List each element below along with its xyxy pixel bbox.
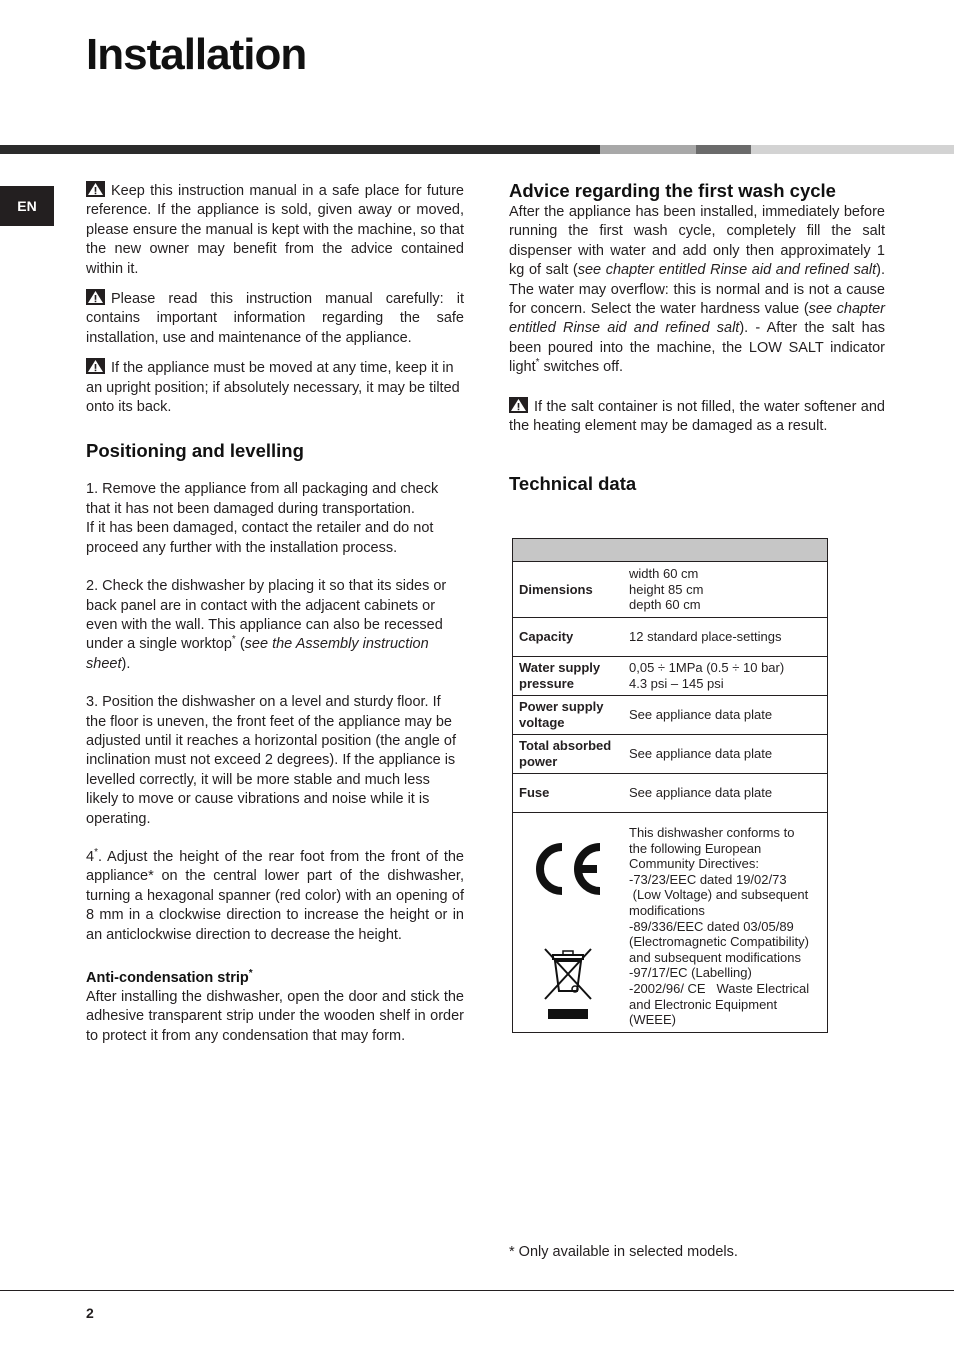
anti-condensation-text: After installing the dishwasher, open the door and stick the adhesive transparent strip under the wooden shelf in order to protect it from any condensation that may form.	[86, 989, 464, 1044]
footnote: * Only available in selected models.	[509, 1244, 738, 1260]
technical-data-table	[512, 538, 828, 1033]
table-row	[513, 562, 828, 618]
warning-triangle-icon	[509, 397, 528, 413]
hardness-chapter-reference: see chapter entitled Rinse aid and refined salt	[509, 301, 885, 337]
conformity-marks	[513, 813, 624, 1033]
row-label: Total absorbed power	[513, 735, 624, 774]
table-row	[513, 735, 828, 774]
crossed-out-bin-icon	[541, 945, 595, 1021]
salt-warning: If the salt container is not filled, the water softener and the heating element may be damaged as a result.	[509, 398, 885, 435]
page-title: Installation	[86, 30, 307, 79]
row-label: Water supply pressure	[513, 657, 624, 696]
conformity-row	[513, 813, 828, 1033]
page-number: 2	[86, 1305, 94, 1321]
table-row	[513, 618, 828, 657]
row-value: See appliance data plate	[623, 735, 828, 774]
positioning-step-3: 3. Position the dishwasher on a level and sturdy floor. If the floor is uneven, the front feet of the appliance may be adjusted until it reaches a horizontal position (the angle of inclination must not exceed 2 degrees). If the appliance is levelled correctly, it will be more stable and much less likely to move or cause vibrations and noise while it is operating.	[86, 694, 456, 827]
row-label: Fuse	[513, 774, 624, 813]
assembly-sheet-reference: see the Assembly instruction sheet	[86, 636, 429, 672]
first-wash-heading: Advice regarding the first wash cycle	[509, 180, 836, 201]
row-value: 0,05 ÷ 1MPa (0.5 ÷ 10 bar) 4.3 psi – 145 psi	[623, 657, 828, 696]
header-bar-mid	[696, 145, 751, 154]
right-column	[509, 179, 885, 496]
header-bar-dark	[0, 145, 600, 154]
positioning-step-1: 1. Remove the appliance from all packaging and check that it has not been damaged during transportation.	[86, 481, 439, 517]
row-value: width 60 cm height 85 cm depth 60 cm	[623, 562, 828, 618]
header-bar-light	[600, 145, 696, 154]
row-label: Dimensions	[513, 562, 624, 618]
language-tab: EN	[0, 186, 54, 226]
positioning-heading: Positioning and levelling	[86, 440, 304, 462]
header-bar-pale	[751, 145, 954, 154]
footer-divider	[0, 1290, 954, 1291]
conformity-text: This dishwasher conforms to the following European Community Directives: -73/23/EEC dated 19/02/73 (Low Voltage) and subsequent modifications -89/336/EEC dated 03/05/89 (Electromagnetic Compatibility) and subsequent modifications -97/17/EC (Labelling) -2002/96/ CE Waste Electrical and Electronic Equipment (WEEE)	[623, 813, 828, 1033]
ce-mark-icon	[528, 839, 608, 899]
positioning-step-2: 2. Check the dishwasher by placing it so that its sides or back panel are in contact with the adjacent cabinets or even with the wall. This appliance can also be recessed under a single worktop* (see the Assembly instruction sheet).	[86, 578, 447, 672]
first-wash-text: After the appliance has been installed, immediately before running the first wash cycle, completely fill the salt dispenser with water and add only then approximately 1 kg of salt (see chapter entitled Rinse aid and refined salt). The water may overflow: this is normal and is not a cause for concern. Select the water hardness value (see chapter entitled Rinse aid and refined salt). - After the salt has been poured into the machine, the LOW SALT indicator light* switches off.	[509, 204, 885, 376]
positioning-step-4: 4*. Adjust the height of the rear foot from the front of the appliance* on the central lower part of the dishwasher, turning a hexagonal spanner (red color) with an opening of 8 mm in a clockwise direction to increase the height or in an anticlockwise direction to decrease the height.	[86, 847, 464, 943]
row-value: 12 standard place-settings	[623, 618, 828, 657]
table-row	[513, 657, 828, 696]
left-column	[86, 181, 464, 1046]
table-row	[513, 774, 828, 813]
table-header-row	[513, 539, 828, 562]
positioning-step-1-note: If it has been damaged, contact the retailer and do not proceed any further with the installation process.	[86, 520, 434, 556]
row-label: Capacity	[513, 618, 624, 657]
anti-condensation-heading: Anti-condensation strip*	[86, 968, 253, 986]
row-label: Power supply voltage	[513, 696, 624, 735]
salt-chapter-reference: see chapter entitled Rinse aid and refined salt	[577, 262, 877, 279]
safety-paragraph-2: Please read this instruction manual carefully: it contains important information regarding the safe installation, use and maintenance of the appliance.	[86, 291, 464, 346]
safety-paragraph-1: Keep this instruction manual in a safe place for future reference. If the appliance is sold, given away or moved, please ensure the manual is kept with the machine, so that the new owner may benefit from the advice contained within it.	[86, 183, 464, 277]
technical-data-heading: Technical data	[509, 473, 637, 495]
safety-paragraph-3: If the appliance must be moved at any time, keep it in an upright position; if absolutely necessary, it may be tilted onto its back.	[86, 360, 460, 416]
row-value: See appliance data plate	[623, 774, 828, 813]
warning-triangle-icon	[86, 289, 105, 305]
warning-triangle-icon	[86, 358, 105, 374]
row-value: See appliance data plate	[623, 696, 828, 735]
table-row	[513, 696, 828, 735]
warning-triangle-icon	[86, 181, 105, 197]
